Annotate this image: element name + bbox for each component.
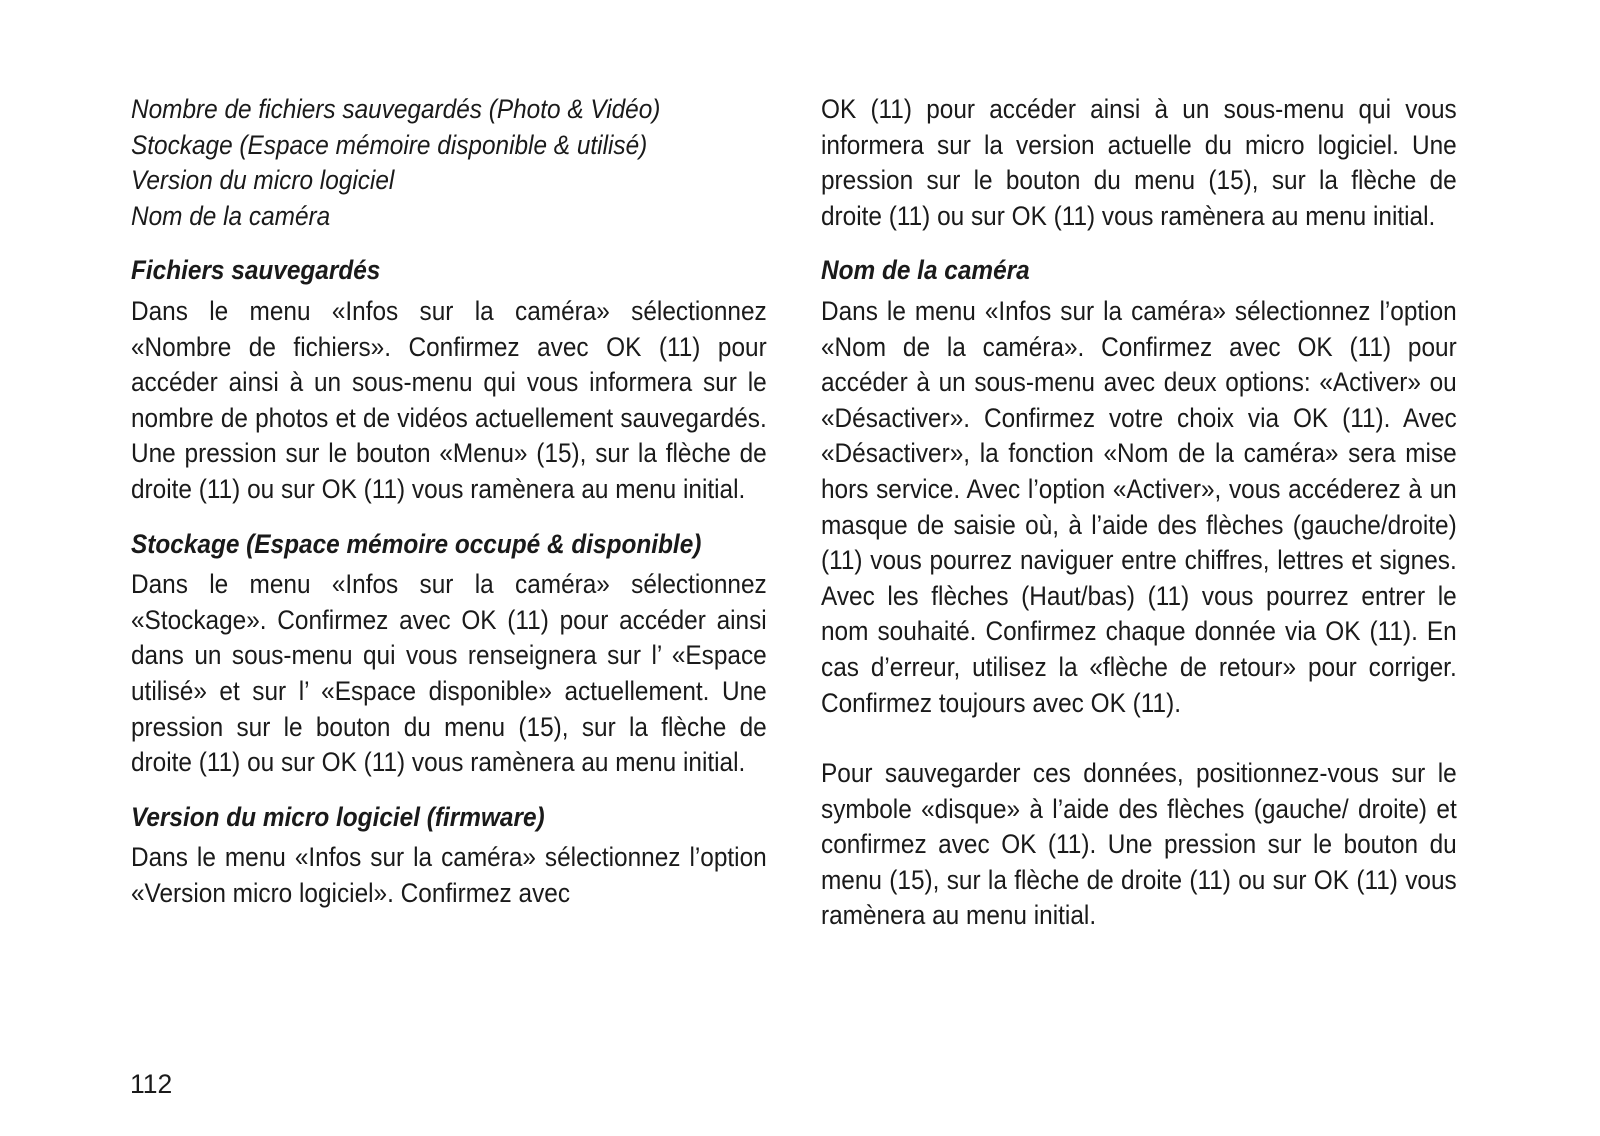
firmware-continuation <box>821 92 1457 234</box>
section-body-save: Pour sauvegarder ces données, positionnez-vous sur le symbole «disque» à l’aide des flèches (gauche/ droite) et confirmez avec OK (11). Une pression sur le bouton du menu (15), sur la flèche de droite (11) ou sur OK (11) vous ramènera au menu initial. <box>821 758 1457 931</box>
section-body: Dans le menu «Infos sur la caméra» sélectionnez «Nombre de fichiers». Confirmez avec OK (11) pour accéder ainsi à un sous-menu qui vous informera sur le nombre de photos et de vidéos actuellement sauvegardés. Une pression sur le bouton «Menu» (15), sur la flèche de droite (11) ou sur OK (11) vous ramènera au menu initial. <box>131 295 767 504</box>
intro-list <box>131 92 767 234</box>
left-column <box>131 92 767 930</box>
intro-line-firmware: Version du micro logiciel <box>131 165 395 196</box>
section-camera-name <box>821 253 1457 934</box>
section-heading: Stockage (Espace mémoire occupé & disponible) <box>131 528 702 559</box>
right-column <box>821 92 1457 953</box>
section-body: Dans le menu «Infos sur la caméra» sélectionnez «Stockage». Confirmez avec OK (11) pour accéder ainsi dans un sous-menu qui vous renseignera sur l’ «Espace utilisé» et sur l’ «Espace disponible» actuellement. Une pression sur le bouton du menu (15), sur la flèche de droite (11) ou sur OK (11) vous ramènera au menu initial. <box>131 569 767 778</box>
section-firmware <box>131 800 767 912</box>
intro-line-files: Nombre de fichiers sauvegardés (Photo & Vidéo) <box>131 94 661 124</box>
section-heading: Fichiers sauvegardés <box>131 255 381 286</box>
continuation-paragraph: OK (11) pour accéder ainsi à un sous-menu qui vous informera sur la version actuelle du micro logiciel. Une pression sur le bouton du menu (15), sur la flèche de droite (11) ou sur OK (11) vous ramènera au menu initial. <box>821 94 1457 231</box>
section-body: Dans le menu «Infos sur la caméra» sélectionnez l’option «Version micro logiciel». Confirmez avec <box>131 842 767 908</box>
intro-line-camera-name: Nom de la caméra <box>131 200 331 231</box>
section-heading: Nom de la caméra <box>821 255 1030 286</box>
page-number: 112 <box>130 1069 173 1099</box>
section-storage <box>131 527 767 781</box>
section-body: Dans le menu «Infos sur la caméra» sélectionnez l’option «Nom de la caméra». Confirmez avec OK (11) pour accéder à un sous-menu avec deux options: «Activer» ou «Désactiver». Confirmez votre choix via OK (11). Avec «Désactiver», la fonction «Nom de la caméra» sera mise hors service. Avec l’option «Activer», vous accéderez à un masque de saisie où, à l’aide des flèches (gauche/droite) (11) vous pourrez naviguer entre chiffres, lettres et signes. Avec les flèches (Haut/bas) (11) vous pourrez entrer le nom souhaité. Confirmez chaque donnée via OK (11). En cas d’erreur, utilisez la «flèche de retour» pour corriger. Confirmez toujours avec OK (11). <box>821 295 1457 718</box>
section-saved-files <box>131 253 767 507</box>
intro-line-storage: Stockage (Espace mémoire disponible & utilisé) <box>131 129 648 160</box>
section-heading: Version du micro logiciel (firmware) <box>131 801 545 832</box>
